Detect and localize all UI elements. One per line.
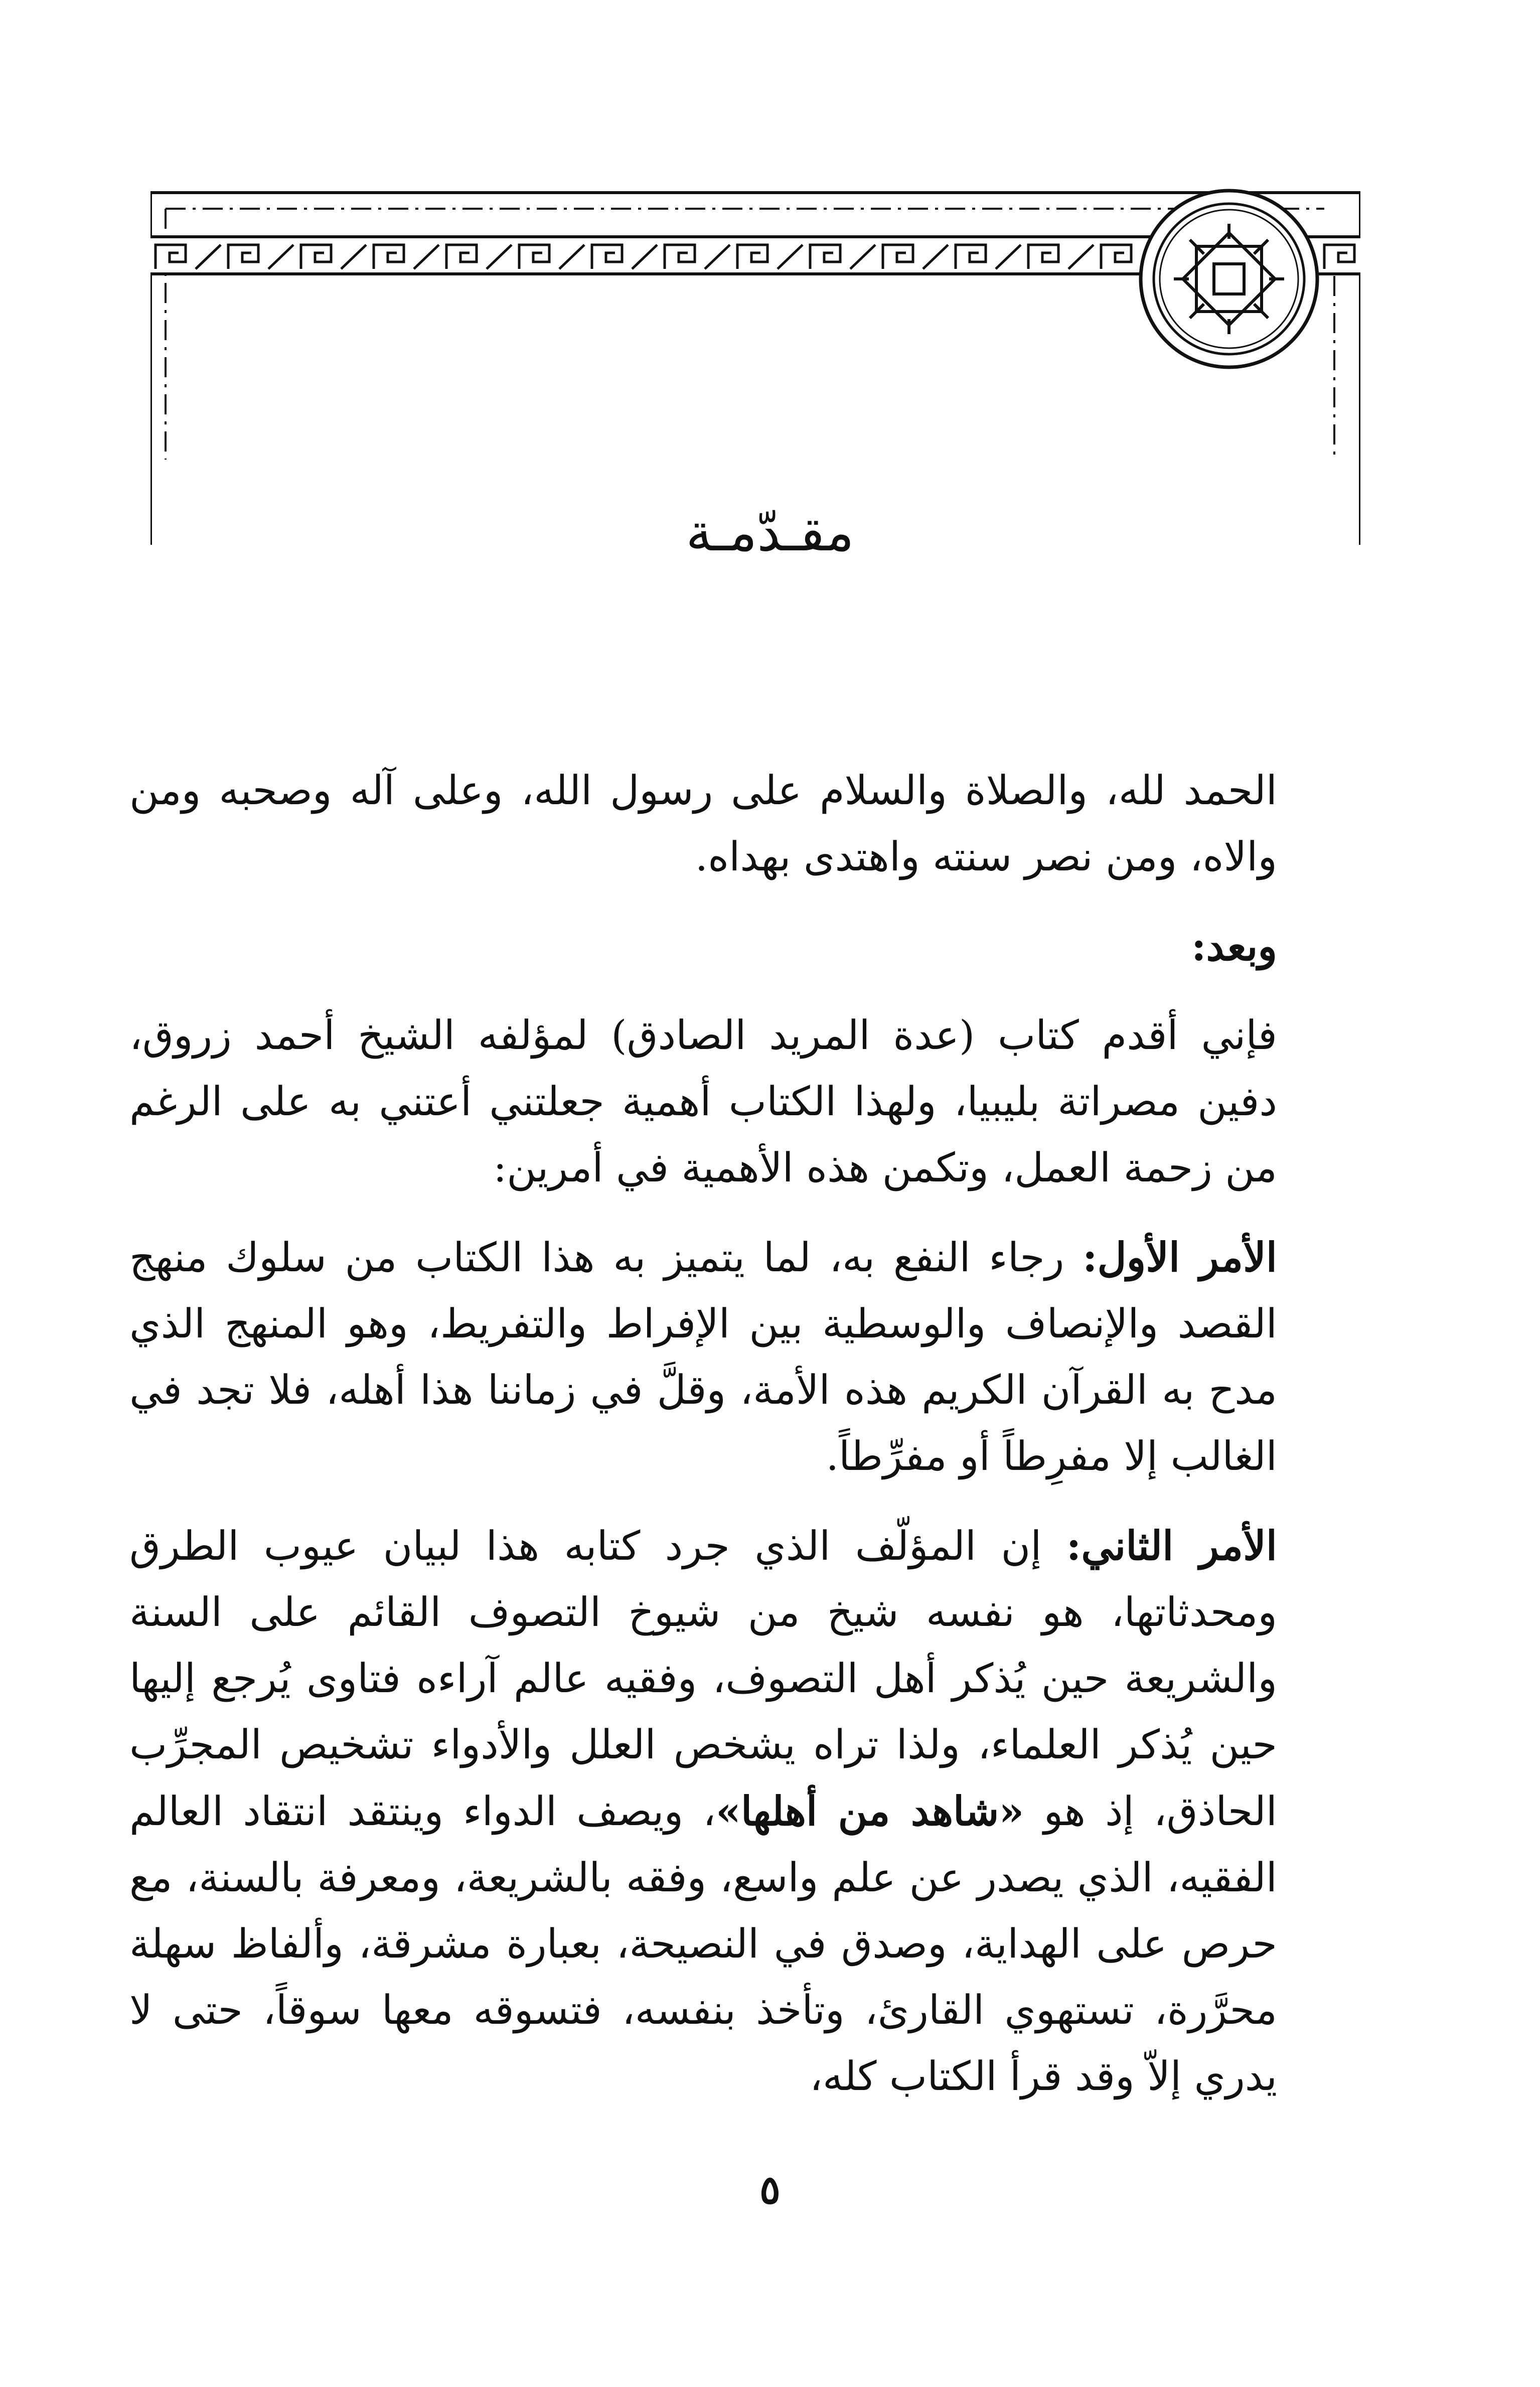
body-text [129, 758, 1277, 2133]
paragraph-opening: الحمد لله، والصلاة والسلام على رسول الله، وعلى آله وصحبه ومن والاه، ومن نصر سنته واهتدى بهداه. [129, 767, 1277, 880]
paragraph-intro: فإني أقدم كتاب (عدة المريد الصادق) لمؤلفه الشيخ أحمد زروق، دفين مصراتة بليبيا، ولهذا الكتاب أهمية جعلتني أعتني به على الرغم من زحمة العمل، وتكمن هذه الأهمية في أمرين: [129, 1012, 1278, 1191]
paragraph-second-matter [129, 1513, 1277, 2110]
paragraph-first-matter [129, 1224, 1277, 1489]
first-matter-label: الأمر الأول: [1082, 1234, 1277, 1281]
second-matter-text-b: ، ويصف الدواء وينتقد انتقاد العالم الفقيه، الذي يصدر عن علم واسع، وفقه بالشريعة، ومعرفة بالسنة، مع حرص على الهداية، وصدق في النصيحة، بعبارة مشرقة، وألفاظ سهلة محرَّرة، تستهوي القارئ، وتأخذ بنفسه، فتسوقه معها سوقاً، حتى لا يدري إلاّ وقد قرأ الكتاب كله، [129, 1788, 1278, 2100]
second-matter-label: الأمر الثاني: [1066, 1522, 1277, 1569]
ornamental-border [150, 189, 1360, 545]
page-number: ٥ [759, 2167, 781, 2213]
decorative-header-frame [150, 189, 1360, 545]
second-matter-quote: «شاهد من أهلها» [716, 1787, 1024, 1835]
first-matter-text: رجاء النفع به، لما يتميز به هذا الكتاب من سلوك منهج القصد والإنصاف والوسطية بين الإفراط والتفريط، وهو المنهج الذي مدح به القرآن الكريم هذه الأمة، وقلَّ في زماننا هذا أهله، فلا تجد في الغالب إلا مفرِطاً أو مفرِّطاً. [129, 1234, 1277, 1479]
page-title: مقـدّمـة [686, 502, 854, 563]
paragraph-heading: وبعد: [1191, 923, 1277, 970]
second-matter-text-a: إن المؤلّف الذي جرد كتابه هذا لبيان عيوب الطرق ومحدثاتها، هو نفسه شيخ من شيوخ التصوف القائم على السنة والشريعة حين يُذكر أهل التصوف، وفقيه عالم آراءه فتاوى يُرجع إليها حين يُذكر العلماء، ولذا تراه يشخص العلل والأدواء تشخيص المجرِّب الحاذق، إذ هو [129, 1523, 1277, 1835]
